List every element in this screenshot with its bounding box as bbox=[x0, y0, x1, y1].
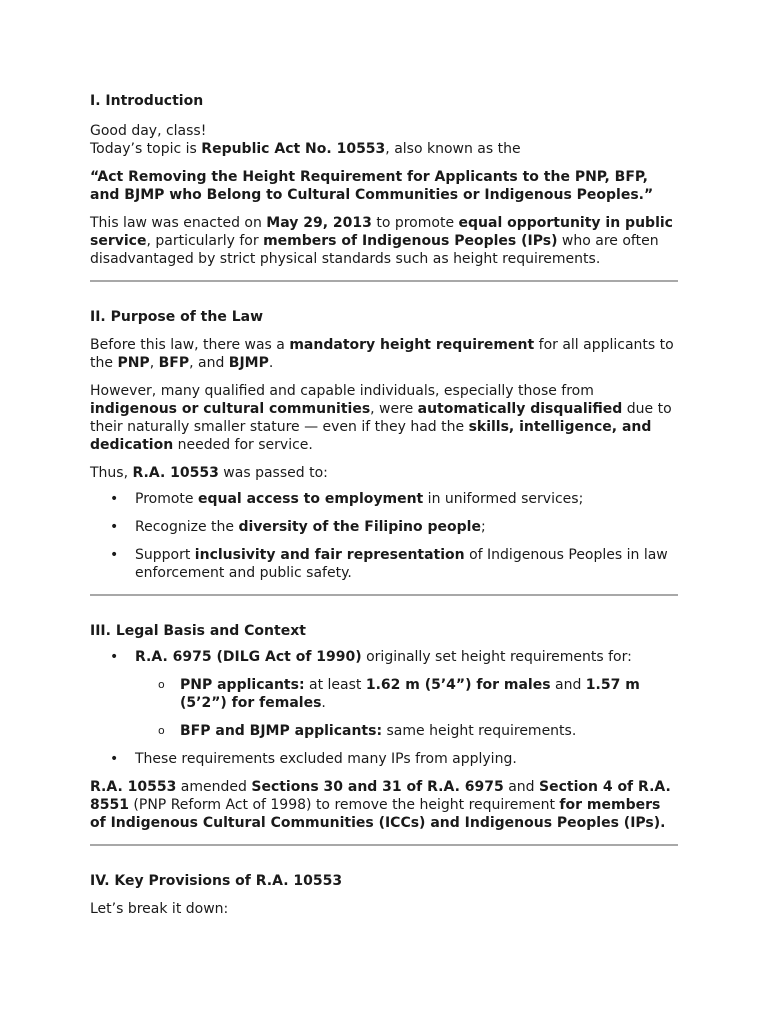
purpose-paragraph-1: Before this law, there was a mandatory height requirement for all applicants to the PNP, BFP, and BJMP. bbox=[90, 337, 674, 371]
list-item: • Recognize the diversity of the Filipino people; bbox=[90, 518, 678, 536]
section-heading-introduction: I. Introduction bbox=[90, 93, 204, 109]
section-heading-legal-basis: III. Legal Basis and Context bbox=[90, 623, 306, 639]
sub-list-item: o BFP and BJMP applicants: same height requirements. bbox=[135, 722, 678, 740]
section-divider bbox=[90, 280, 678, 282]
legal-basis-bullet-list bbox=[90, 648, 678, 768]
sub-list bbox=[135, 676, 678, 740]
key-provisions-intro: Let’s break it down: bbox=[90, 901, 229, 917]
sub-list-item: o PNP applicants: at least 1.62 m (5’4”) for males and 1.57 m (5’2”) for females. bbox=[135, 676, 678, 712]
section-divider bbox=[90, 844, 678, 846]
greeting: Good day, class! bbox=[90, 123, 207, 139]
amendment-paragraph: R.A. 10553 amended Sections 30 and 31 of R.A. 6975 and Section 4 of R.A. 8551 (PNP Reform Act of 1998) to remove the height requirement for members of Indigenous Cultural Communities (ICCs) and Indigenous Peoples (IPs). bbox=[90, 779, 671, 831]
section-divider bbox=[90, 594, 678, 596]
list-item: • These requirements excluded many IPs from applying. bbox=[90, 750, 678, 768]
list-item: • R.A. 6975 (DILG Act of 1990) originally set height requirements for: o PNP applicants: at least 1.62 m (5’4”) for males and 1.57 m (5’2”) for females. o BFP and BJMP applicants: same height requirements. bbox=[90, 648, 678, 740]
list-item: • Support inclusivity and fair representation of Indigenous Peoples in law enforcement and public safety. bbox=[90, 546, 678, 582]
section-heading-key-provisions: IV. Key Provisions of R.A. 10553 bbox=[90, 873, 343, 889]
purpose-paragraph-3: Thus, R.A. 10553 was passed to: bbox=[90, 465, 328, 481]
purpose-bullet-list bbox=[90, 490, 678, 582]
enacted-paragraph: This law was enacted on May 29, 2013 to promote equal opportunity in public service, particularly for members of Indigenous Peoples (IPs) who are often disadvantaged by strict physical standards such as height requirements. bbox=[90, 215, 673, 267]
topic-line: Today’s topic is Republic Act No. 10553, also known as the bbox=[90, 141, 521, 157]
list-item: • Promote equal access to employment in uniformed services; bbox=[90, 490, 678, 508]
purpose-paragraph-2: However, many qualified and capable individuals, especially those from indigenous or cultural communities, were automatically disqualified due to their naturally smaller stature — even if they had the skills, intelligence, and dedication needed for service. bbox=[90, 383, 672, 453]
act-title: “Act Removing the Height Requirement for Applicants to the PNP, BFP, and BJMP who Belong to Cultural Communities or Indigenous Peoples.” bbox=[90, 169, 654, 203]
section-heading-purpose: II. Purpose of the Law bbox=[90, 309, 263, 325]
